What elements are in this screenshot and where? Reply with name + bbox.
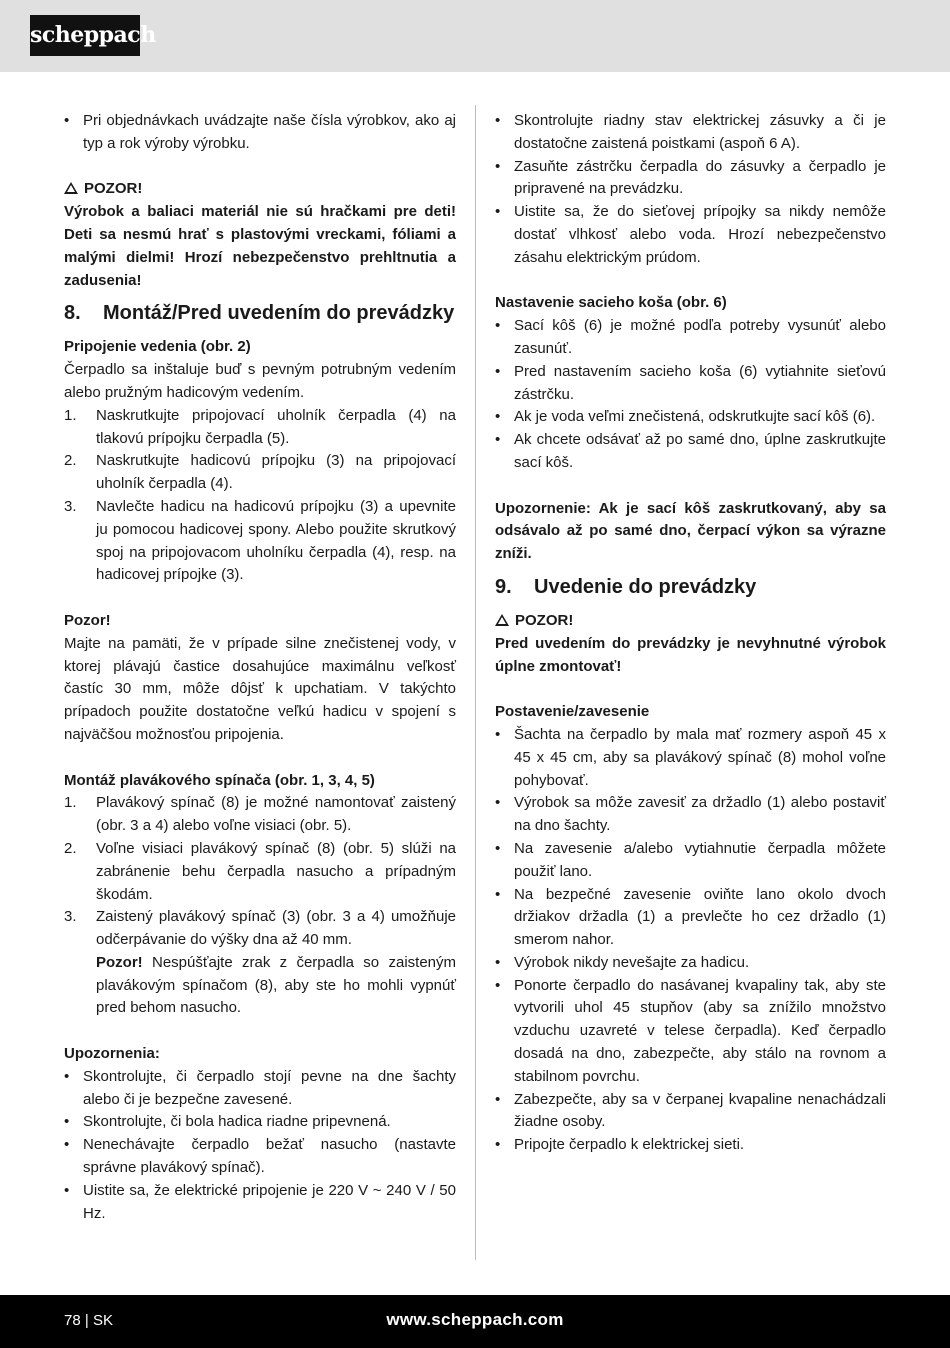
list-item: • Šachta na čerpadlo by mala mať rozmery aspoň 45 x 45 x 45 cm, aby sa plavákový spínač (8) mohol voľne pohybovať. — [495, 724, 886, 792]
list-item: • Pred nastavením sacieho koša (6) vytiahnite sieťovú zástrčku. — [495, 361, 886, 407]
upozornenia-list — [64, 1066, 456, 1226]
section-9-heading — [495, 574, 886, 600]
list-item: 1. Naskrutkujte pripojovací uholník čerpadla (4) na tlakovú prípojku čerpadla (5). — [64, 406, 456, 447]
list-item: • Nenechávajte čerpadlo bežať nasucho (nastavte správne plavákový spínač). — [64, 1134, 456, 1180]
warning-triangle-icon — [495, 614, 509, 626]
list-item: • Skontrolujte, či čerpadlo stojí pevne na dne šachty alebo či je bezpečne zavesené. — [64, 1066, 456, 1112]
section-title: Uvedenie do prevádzky — [534, 575, 757, 598]
nastavenie-heading: Nastavenie sacieho koša (obr. 6) — [495, 294, 727, 312]
list-item: • Skontrolujte riadny stav elektrickej zásuvky a či je dostatočne zaistená poistkami (aspoň 6 A). — [495, 110, 886, 156]
list-item: • Na zavesenie a/alebo vytiahnutie čerpadla môžete použiť lano. — [495, 838, 886, 884]
montaz-heading: Montáž plavákového spínača (obr. 1, 3, 4, 5) — [64, 771, 375, 789]
postavenie-heading: Postavenie/zavesenie — [495, 703, 650, 721]
list-item: • Sací kôš (6) je možné podľa potreby vysunúť alebo zasunúť. — [495, 315, 886, 361]
website-link[interactable]: www.scheppach.com — [386, 1310, 564, 1329]
section-number: 8. — [64, 302, 81, 325]
section-title: Montáž/Pred uvedením do prevádzky — [103, 302, 455, 325]
page-header — [0, 0, 950, 72]
list-item: • Na bezpečné zavesenie oviňte lano okolo dvoch držiakov držadla (1) a prevlečte ho cez držadlo (1) smerom nahor. — [495, 884, 886, 952]
page-footer — [0, 1295, 950, 1348]
order-info-list — [64, 110, 456, 156]
list-item: • Pri objednávkach uvádzajte naše čísla výrobkov, ako aj typ a rok výroby výrobku. — [64, 110, 456, 156]
list-item: 3. Navlečte hadicu na hadicovú prípojku (3) a upevnite ju pomocou hadicovej spony. Alebo použite skrutkový spoj na pripojovacom uholníku čerpadla (4), resp. na hadicovej prípojke (3). — [64, 497, 456, 584]
postavenie-list — [495, 724, 886, 1157]
montaz-note: Pozor! Nespúšťajte zrak z čerpadla so zaisteným plavákovým spínačom (8), aby ste ho mohli vypnúť pred behom nasucho. — [96, 953, 456, 1017]
list-item: • Zabezpečte, aby sa v čerpanej kvapaline nenachádzali žiadne osoby. — [495, 1089, 886, 1135]
list-item: • Výrobok sa môže zavesiť za držadlo (1) alebo postaviť na dno šachty. — [495, 792, 886, 838]
warning-title: POZOR! — [495, 610, 886, 633]
pozor-text: Majte na pamäti, že v prípade silne znečistenej vody, v ktorej plávajú častice dosahujúce maximálnu veľkosť častíc 30 mm, môže dôjsť k upchatiam. V takýchto prípadoch použite dostatočne veľkú hadicu v spojení s najväčšou možnosťou pripojenia. — [64, 634, 456, 743]
scheppach-logo: scheppach — [30, 15, 140, 56]
list-item: • Výrobok nikdy nevešajte za hadicu. — [495, 952, 886, 975]
warning-triangle-icon — [64, 182, 78, 194]
list-item: • Uistite sa, že elektrické pripojenie je 220 V ~ 240 V / 50 Hz. — [64, 1180, 456, 1226]
list-item: 3. Zaistený plavákový spínač (3) (obr. 3 a 4) umožňuje odčerpávanie do výšky dna až 40 mm. — [64, 908, 456, 949]
column-divider — [475, 105, 476, 1260]
list-item: • Uistite sa, že do sieťovej prípojky sa nikdy nemôže dostať vlhkosť alebo voda. Hrozí nebezpečenstvo zásahu elektrickým prúdom. — [495, 201, 886, 269]
pripojenie-text: Čerpadlo sa inštaluje buď s pevným potrubným vedením alebo pružným hadicovým vedením. — [64, 361, 456, 401]
list-item: • Ak je voda veľmi znečistená, odskrutkujte sací kôš (6). — [495, 406, 886, 429]
warning-text: Pred uvedením do prevádzky je nevyhnutné výrobok úplne zmontovať! — [495, 634, 886, 675]
section-number: 9. — [495, 575, 512, 598]
socket-checks-list — [495, 110, 886, 270]
nastavenie-list — [495, 315, 886, 475]
upozornenia-heading: Upozornenia: — [64, 1045, 160, 1063]
list-item: 2. Naskrutkujte hadicovú prípojku (3) na pripojovací uholník čerpadla (4). — [64, 452, 456, 493]
list-item: • Skontrolujte, či bola hadica riadne pripevnená. — [64, 1111, 456, 1134]
list-item: • Zasuňte zástrčku čerpadla do zásuvky a čerpadlo je pripravené na prevádzku. — [495, 156, 886, 202]
list-item: 2. Voľne visiaci plavákový spínač (8) (obr. 5) slúži na zabránenie behu čerpadla nasucho a prípadným škodám. — [64, 839, 456, 903]
list-item: 1. Plavákový spínač (8) je možné namontovať zaistený (obr. 3 a 4) alebo voľne visiaci (obr. 5). — [64, 794, 456, 835]
montaz-steps — [64, 792, 456, 1020]
upozornenie-note: Upozornenie: Ak je sací kôš zaskrutkovaný, aby sa odsávalo až po samé dno, čerpací výkon sa výrazne zníži. — [495, 499, 886, 563]
section-8-heading — [64, 300, 456, 326]
list-item: • Pripojte čerpadlo k elektrickej sieti. — [495, 1134, 886, 1157]
list-item: • Ponorte čerpadlo do nasávanej kvapaliny tak, aby ste vytvorili uhol 45 stupňov (aby sa znížilo množstvo vzduchu uzavreté v telese čerpadla). Keď čerpadlo dosadá na dno, zabezpečte, aby stálo na rovnom a stabilnom povrchu. — [495, 975, 886, 1089]
pozor-heading: Pozor! — [64, 611, 111, 629]
warning-title: POZOR! — [64, 178, 456, 201]
warning-text: Výrobok a baliaci materiál nie sú hračkami pre deti! Deti sa nesmú hrať s plastovými vreckami, fóliami a malými dielmi! Hrozí nebezpečenstvo prehltnutia a zadusenia! — [64, 203, 456, 289]
left-column — [64, 110, 456, 1225]
pripojenie-steps — [64, 405, 456, 587]
right-column — [495, 110, 886, 1157]
list-item: • Ak chcete odsávať až po samé dno, úplne zaskrutkujte sací kôš. — [495, 429, 886, 475]
page-number: 78 | SK — [64, 1312, 113, 1329]
pripojenie-heading: Pripojenie vedenia (obr. 2) — [64, 338, 251, 356]
